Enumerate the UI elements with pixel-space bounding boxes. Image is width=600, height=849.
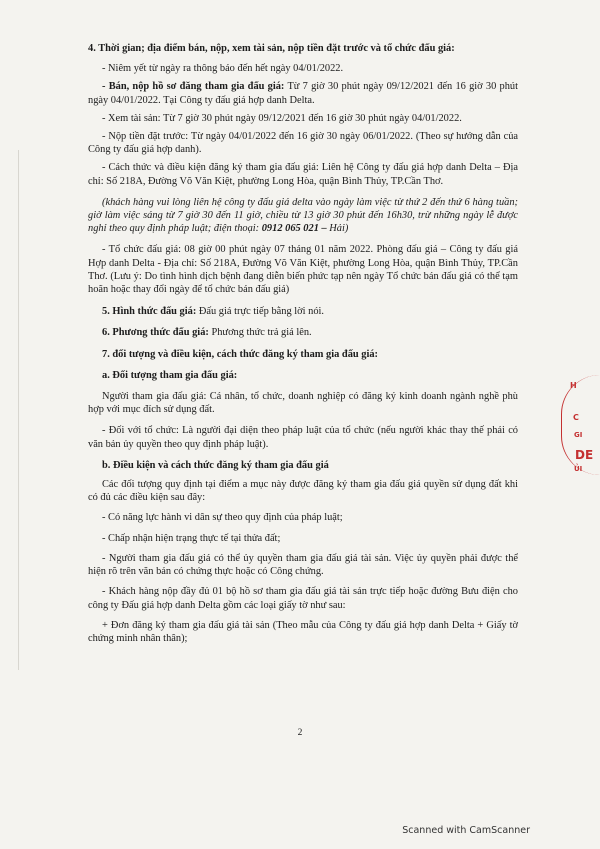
paragraph-xem-tai-san: - Xem tài sản: Từ 7 giờ 30 phút ngày 09/12/2021 đến 16 giờ 30 phút ngày 04/01/2022. [102,112,462,124]
stamp-text-5: ỦI [574,465,583,473]
paragraph-doi-voi-to-chuc: - Đối với tổ chức: Là người đại diện theo pháp luật của tổ chức (nếu người khác thay thế phải có văn bản ủy quyền theo quy định pháp luật). [88,425,518,450]
paragraph-nop-tien: - Nộp tiền đặt trước: Từ ngày 04/01/2022 đến 16 giờ 30 ngày 06/01/2022. (Theo sự hướng dẫn của Công ty đấu giá hợp danh). [88,131,518,156]
section-6-label: 6. Phương thức đấu giá: [102,327,209,339]
paragraph-cach-thuc: - Cách thức và điều kiện đăng ký tham gia đấu giá: Liên hệ Công ty đấu giá hợp danh Delta – Địa chỉ: Số 218A, Đường Võ Văn Kiệt, phường Long Hòa, quận Bình Thủy, TP.Cần Thơ. [88,162,518,187]
page-number: 2 [297,728,303,738]
stamp-text-1: H [570,381,577,390]
contact-name: Hải) [329,223,349,235]
section-6 [88,326,518,339]
section-5-text: Đấu giá trực tiếp bằng lời nói. [196,306,324,318]
paragraph-nguoi-tham-gia: Người tham gia đấu giá: Cá nhân, tổ chức, doanh nghiệp có đăng ký kinh doanh ngành nghề phù hợp với mục đích sử dụng đất. [88,391,518,416]
section-5-label: 5. Hình thức đấu giá: [102,306,197,318]
subsection-a-heading: a. Đối tượng tham gia đấu giá: [102,369,238,381]
stamp-text-2: C [573,413,579,422]
contact-note-text: (khách hàng vui lòng liên hệ công ty đấu giá delta vào ngày làm việc từ thứ 2 đến thứ 6 hàng tuần; giờ làm việc sáng từ 7 giờ 30 đến 11 giờ, chiều từ 13 giờ 30 phút đến 16h30, trừ những ngày lễ được nghỉ theo quy định pháp luật; điện thoại: [88,196,518,235]
document-body [88,42,518,650]
red-stamp-fragment [561,375,600,475]
paragraph-to-chuc: - Tổ chức đấu giá: 08 giờ 00 phút ngày 07 tháng 01 năm 2022. Phòng đấu giá – Công ty đấu giá Hợp danh Delta - Địa chỉ: Số 218A, Đường Võ Văn Kiệt, phường Long Hòa, quận Bình Thủy, TP.Cần Thơ. (Lưu ý: Do tình hình dịch bệnh đang diễn biến phức tạp nên ngày Tổ chức bán đấu giá có thể tạm hoãn hoặc thay đổi ngày để tổ chức bán đấu giá) [88,244,518,296]
paragraph-ban-ho-so [88,80,518,106]
section-7-heading: 7. đối tượng và điều kiện, cách thức đăng ký tham gia đấu giá: [102,348,379,360]
ban-ho-so-text: Từ 7 giờ 30 phút ngày 09/12/2021 đến 16 giờ 30 phút ngày 04/01/2022. Tại Công ty đấu giá hợp danh Delta. [88,81,519,106]
paragraph-doi-tuong: Các đối tượng quy định tại điểm a mục này được đăng ký tham gia đấu giá quyền sử dụng đất khi có đủ các điều kiện sau đây: [88,479,518,504]
paragraph-contact-note [88,196,518,236]
paragraph-don-dang-ky: + Đơn đăng ký tham gia đấu giá tài sản (Theo mẫu của Công ty đấu giá hợp danh Delta + Giấy tờ chứng minh nhân thân); [88,619,518,644]
scan-edge-shadow [18,150,19,670]
camscanner-watermark: Scanned with CamScanner [402,825,530,836]
paragraph-ho-so: - Khách hàng nộp đầy đủ 01 bộ hồ sơ tham gia đấu giá tài sản trực tiếp hoặc đường Bưu điện cho công ty Đấu giá hợp danh Delta gồm các loại giấy tờ như sau: [88,586,518,611]
section-5 [88,305,518,318]
contact-phone: 0912 065 021 – [259,223,327,235]
paragraph-nang-luc: - Có năng lực hành vi dân sự theo quy định của pháp luật; [102,512,343,524]
paragraph-uy-quyen: - Người tham gia đấu giá có thể ủy quyền tham gia đấu giá tài sản. Việc ủy quyền phải được thể hiện rõ trên văn bản có chứng thực hoặc có Công chứng. [88,552,518,578]
paragraph-niem-yet: - Niêm yết từ ngày ra thông báo đến hết ngày 04/01/2022. [102,63,344,75]
ban-ho-so-label: - Bán, nộp hồ sơ đăng tham gia đấu giá: [102,81,285,93]
paragraph-chap-nhan: - Chấp nhận hiện trạng thực tế tại thửa đất; [102,532,281,544]
stamp-text-3: GI [574,431,583,439]
section-6-text: Phương thức trả giá lên. [208,327,312,339]
subsection-b-heading: b. Điều kiện và cách thức đăng ký tham gia đấu giá [102,459,329,471]
stamp-text-4: DE [575,448,594,462]
section-4-heading: 4. Thời gian; địa điểm bán, nộp, xem tài sản, nộp tiền đặt trước và tổ chức đấu giá: [88,43,455,54]
